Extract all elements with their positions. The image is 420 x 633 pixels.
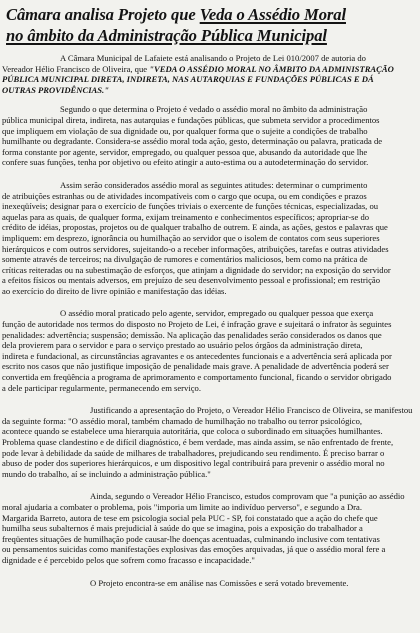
line-text: hierárquicos e com outros servidores, sujeitando-o a receber informações, atribuições, tarefas e outras atividades	[2, 243, 389, 254]
paragraph-line	[2, 53, 420, 64]
article-paragraph	[2, 491, 420, 565]
headline-line1-prefix: Câmara analisa Projeto que	[6, 5, 200, 24]
line-text: humilha seus subalternos é mais prejudicial à saúde do que se imagina, pois a exposição do trabalhador a	[2, 523, 363, 534]
line-text: indireta e fundacional, as circunstâncias agravantes e os antecedentes funcionais e a advertência será aplicada por	[2, 350, 392, 361]
line-text: mundo do trabalho, aí se incluindo a administração pública."	[2, 468, 211, 479]
paragraph-line	[2, 265, 420, 276]
paragraph-line	[2, 523, 420, 534]
paragraph-line	[2, 502, 420, 513]
article-paragraph	[2, 53, 420, 95]
paragraph-line	[2, 513, 420, 524]
line-text: dignidade e é percebido pelos que sofrem como fracasso e incapacidade."	[2, 554, 255, 565]
line-text: pública municipal direta, indireta, nas autarquias e fundações públicas, que submeta servidor a procedimentos	[2, 114, 380, 125]
line-bold-text: OUTRAS PROVIDÊNCIAS."	[2, 84, 109, 95]
line-text: Vereador Hélio Francisco de Oliveira, que	[2, 63, 150, 74]
article-paragraph	[2, 180, 420, 297]
line-text: críticas reiteradas ou na subestimação de esforços, que atinjam a dignidade do servidor; na exposição do servidor	[2, 264, 391, 275]
line-text: dela provierem para o servidor e para o serviço prestado ao usuário pelos órgãos da administração direta,	[2, 340, 363, 351]
paragraph-line	[2, 416, 420, 427]
line-text: moral ajudaria a combater o problema, pois "imporia um limite ao indivíduo perverso", e segundo a Dra.	[2, 501, 362, 512]
line-text: convertida em freqüência a programa de aprimoramento e comportamento funcional, ficando o servidor obrigado	[2, 372, 392, 383]
paragraph-line	[2, 275, 420, 286]
paragraph-line	[2, 544, 420, 555]
paragraph-line	[2, 437, 420, 448]
line-text: penalidades: advertência; suspensão; demissão. Na aplicação das penalidades serão considerados os danos que	[2, 329, 382, 340]
headline-line1-underlined: Veda o Assédio Moral	[199, 5, 346, 24]
paragraph-line	[2, 104, 420, 115]
paragraph-line	[2, 74, 420, 85]
line-text: O assédio moral praticado pelo agente, servidor, empregado ou qualquer pessoa que exerça	[60, 308, 374, 319]
line-text: Ainda, segundo o Vereador Hélio Francisco, estudos comprovam que "a punição ao assédio	[90, 491, 405, 502]
article-paragraph	[2, 308, 420, 393]
paragraph-line	[2, 426, 420, 437]
paragraph-line	[2, 405, 420, 416]
line-text: inexeqüíveis; designar para o exercício de funções triviais o exercente de funções técnicas, especializadas, ou	[2, 201, 379, 212]
line-text: ou pensamentos suicidas como manifestações explosivas das emoções arquivadas, já que o assédio moral fere a	[2, 544, 386, 555]
line-text: abuso de poder dos superiores hierárquicos, e um dispositivo legal contribuirá para prevenir o assédio moral no	[2, 458, 385, 469]
paragraph-line	[2, 222, 420, 233]
article-headline	[6, 4, 420, 46]
article-paragraph	[2, 405, 420, 479]
paragraph-line	[2, 372, 420, 383]
paragraph-line	[2, 286, 420, 297]
paragraph-line	[2, 254, 420, 265]
paragraph-line	[2, 147, 420, 158]
article-paragraph	[2, 104, 420, 168]
line-text: acontece quando se estabelece uma hierarquia autoritária, que coloca o subordinado em situações humilhantes.	[2, 426, 383, 437]
paragraph-line	[2, 383, 420, 394]
line-text: a efeitos físicos ou mentais adversos, em prejuízo de seu desenvolvimento pessoal e profissional; em restrição	[2, 275, 381, 286]
line-text: O Projeto encontra-se em análise nas Comissões e será votado brevemente.	[90, 577, 349, 588]
paragraph-line	[2, 201, 420, 212]
paragraph-line	[2, 85, 420, 96]
line-text: ao exercício do direito de livre opinião e manifestação das idéias.	[2, 285, 227, 296]
paragraph-line	[2, 157, 420, 168]
paragraph-line	[2, 64, 420, 75]
line-text: impliquem: em desprezo, ignorância ou humilhação ao servidor que o isolem de contatos com seus superiores	[2, 232, 380, 243]
article-body	[2, 53, 420, 588]
paragraph-line	[2, 126, 420, 137]
line-text: de atribuições estranhas ou de atividades incompatíveis com o cargo que ocupa, ou em condições e prazos	[2, 190, 367, 201]
article-paragraph	[2, 578, 420, 589]
line-text: da seguinte forma: "O assédio moral, também chamado de humilhação no trabalho ou terror psicológico,	[2, 415, 363, 426]
paragraph-line	[2, 351, 420, 362]
paragraph-line	[2, 534, 420, 545]
paragraph-line	[2, 491, 420, 502]
line-text: Margarida Barreto, autora de tese em psicologia social pela PUC - SP, foi constatado que a ação do chefe que	[2, 512, 378, 523]
line-text: função de autoridade nos termos do disposto no Projeto de Lei, é infração grave e sujeitará o infrator às seguintes	[2, 319, 392, 330]
paragraph-line	[2, 319, 420, 330]
paragraph-line	[2, 458, 420, 469]
paragraph-line	[2, 578, 420, 589]
paragraph-line	[2, 330, 420, 341]
line-text: a dele participar regularmente, permanecendo em serviço.	[2, 382, 201, 393]
line-text: confere suas funções, tenha por objetivo ou efeito atingir a auto-estima ou a autodeterminação do servidor.	[2, 157, 369, 168]
line-text: somente através de terceiros; na divulgação de rumores e comentários maliciosos, bem como na prática de	[2, 254, 368, 265]
line-text: forma constante por agente, servidor, empregado, ou qualquer pessoa que, abusando da autoridade que lhe	[2, 146, 368, 157]
line-text: humilhante ou degradante. Considera-se assédio moral toda ação, gesto, determinação ou palavra, praticada de	[2, 136, 383, 147]
paragraph-line	[2, 469, 420, 480]
paragraph-line	[2, 448, 420, 459]
paragraph-line	[2, 340, 420, 351]
line-text: que impliquem em violação de sua dignidade ou, por qualquer forma que o sujeite a condições de trabalho	[2, 125, 368, 136]
line-text: pode levar à debilidade da saúde de milhares de trabalhadores, prejudicando seu rendimento. É preciso barrar o	[2, 447, 385, 458]
line-bold-text: PÚBLICA MUNICIPAL DIRETA, INDIRETA, NAS AUTARQUIAS E FUNDAÇÕES PÚBLICAS E DÁ	[2, 74, 374, 85]
paragraph-line	[2, 115, 420, 126]
paragraph-line	[2, 212, 420, 223]
line-text: crédito de idéias, propostas, projetos ou de qualquer trabalho de outrem. E ainda, as ações, gestos e palavras que	[2, 222, 388, 233]
line-text: escrito nos casos que não justifique imposição de penalidade mais grave. A penalidade de advertência poderá ser	[2, 361, 389, 372]
headline-line2: no âmbito da Administração Pública Municipal	[6, 26, 327, 45]
line-text: Justificando a apresentação do Projeto, o Vereador Hélio Francisco de Oliveira, se manifestou	[90, 405, 413, 416]
paragraph-line	[2, 308, 420, 319]
paragraph-line	[2, 180, 420, 191]
line-text: Assim serão considerados assédio moral as seguintes atitudes: determinar o cumprimento	[60, 179, 368, 190]
line-text: aquelas para as quais, de qualquer forma, exijam treinamento e conhecimentos específicos; apropriar-se do	[2, 211, 370, 222]
line-text: freqüentes situações de humilhação pode causar-lhe doenças acentuadas, culminando inclusive com tentativas	[2, 533, 380, 544]
paragraph-line	[2, 244, 420, 255]
paragraph-line	[2, 136, 420, 147]
line-bold-text: "VEDA O ASSÉDIO MORAL NO ÂMBITO DA ADMINISTRAÇÃO	[149, 63, 394, 74]
line-text: Segundo o que determina o Projeto é vedado o assédio moral no âmbito da administração	[60, 104, 368, 115]
paragraph-line	[2, 361, 420, 372]
line-text: Problema quase clandestino e de difícil diagnóstico, é bem verdade, mas ainda assim, se não enfrentado de frente,	[2, 437, 394, 447]
paragraph-line	[2, 191, 420, 202]
paragraph-line	[2, 555, 420, 566]
paragraph-line	[2, 233, 420, 244]
line-text: A Câmara Municipal de Lafaiete está analisando o Projeto de Lei 010/2007 de autoria do	[60, 53, 366, 63]
